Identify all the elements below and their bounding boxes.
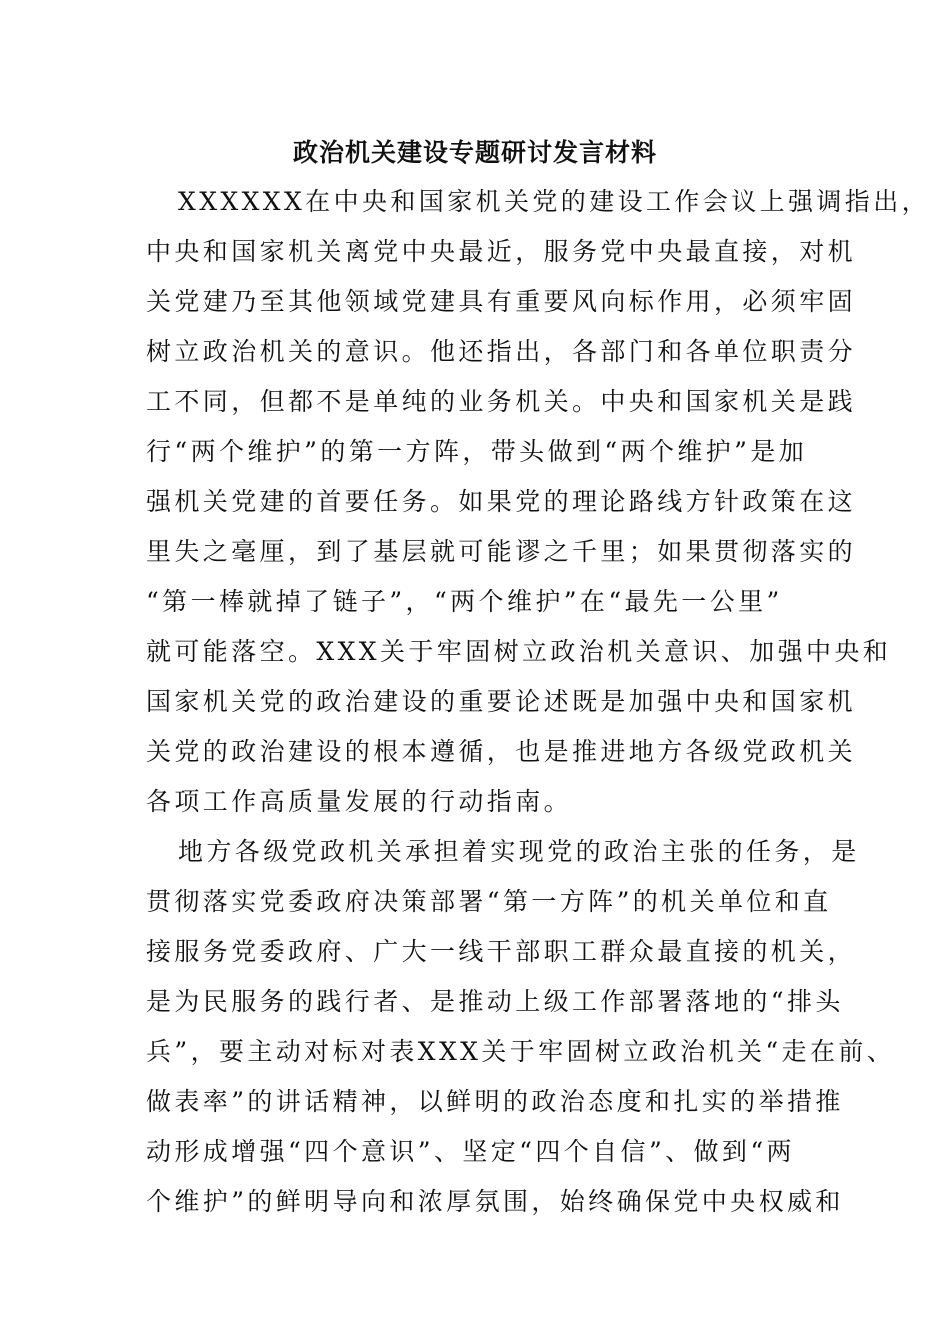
paragraph-line: 是为民服务的践行者、是推动上级工作部署落地的“排头 bbox=[146, 987, 844, 1016]
paragraph-line: 关党的政治建设的根本遵循，也是推进地方各级党政机关 bbox=[146, 737, 857, 766]
paragraph-line: 关党建乃至其他领域党建具有重要风向标作用，必须牢固 bbox=[146, 287, 857, 316]
paragraph-line: 工不同，但都不是单纯的业务机关。中央和国家机关是践 bbox=[146, 387, 857, 416]
paragraph-line: 就可能落空。XXX关于牢固树立政治机关意识、加强中央和 bbox=[146, 637, 892, 666]
paragraph-line: 做表率”的讲话精神，以鲜明的政治态度和扎实的举措推 bbox=[146, 1087, 844, 1116]
paragraph-line: 国家机关党的政治建设的重要论述既是加强中央和国家机 bbox=[146, 687, 857, 716]
paragraph-line: 兵”，要主动对标对表XXX关于牢固树立政治机关“走在前、 bbox=[146, 1037, 896, 1066]
paragraph-line: 接服务党委政府、广大一线干部职工群众最直接的机关， bbox=[146, 937, 857, 966]
paragraph-line: 个维护”的鲜明导向和浓厚氛围，始终确保党中央权威和 bbox=[146, 1187, 844, 1216]
paragraph-line: 里失之毫厘，到了基层就可能谬之千里；如果贯彻落实的 bbox=[146, 537, 857, 566]
paragraph-line: 树立政治机关的意识。他还指出，各部门和各单位职责分 bbox=[146, 337, 857, 366]
document-title: 政治机关建设专题研讨发言材料 bbox=[292, 138, 657, 167]
paragraph-line: “第一棒就掉了链子”，“两个维护”在“最先一公里” bbox=[146, 587, 783, 616]
paragraph-line: 中央和国家机关离党中央最近，服务党中央最直接，对机 bbox=[146, 237, 857, 266]
paragraph-line: XXXXXX在中央和国家机关党的建设工作会议上强调指出， bbox=[178, 187, 930, 216]
paragraph-line: 动形成增强“四个意识”、坚定“四个自信”、做到“两 bbox=[146, 1137, 795, 1166]
paragraph-line: 各项工作高质量发展的行动指南。 bbox=[146, 787, 573, 816]
paragraph-line: 贯彻落实党委政府决策部署“第一方阵”的机关单位和直 bbox=[146, 887, 832, 916]
paragraph-line: 强机关党建的首要任务。如果党的理论路线方针政策在这 bbox=[146, 487, 857, 516]
paragraph-line: 行“两个维护”的第一方阵，带头做到“两个维护”是加 bbox=[146, 437, 808, 466]
paragraph-line: 地方各级党政机关承担着实现党的政治主张的任务，是 bbox=[178, 837, 860, 866]
